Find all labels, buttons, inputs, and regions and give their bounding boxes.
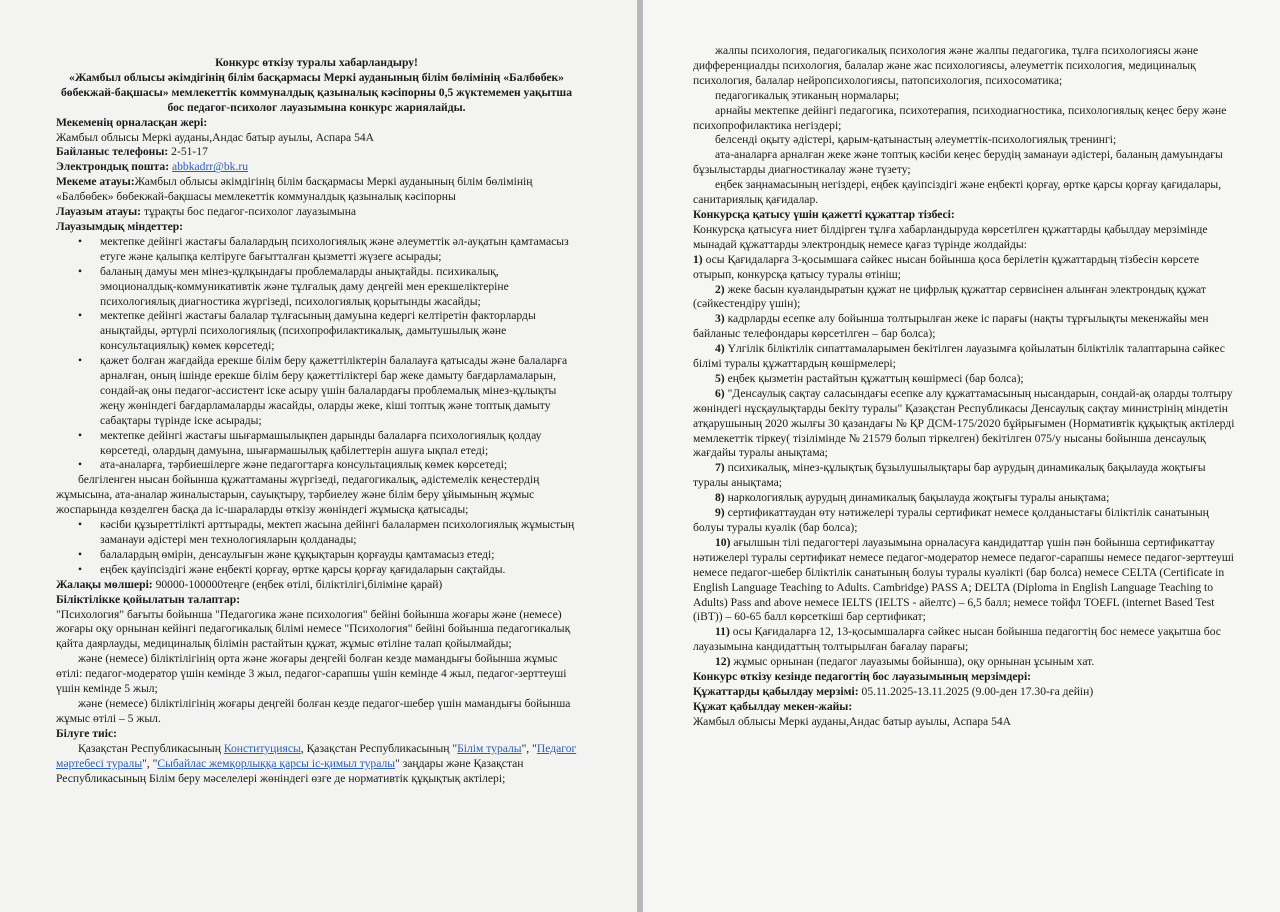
accept-line — [693, 685, 1240, 700]
list-item — [693, 342, 1240, 372]
item-text: жұмыс орнынан (педагог лауазымы бойынша), оқу орнынан ұсыным хат. — [730, 655, 1095, 669]
position-label: Лауазым атауы: — [56, 205, 142, 219]
knowledge-continued: жалпы психология, педагогикалық психология және жалпы педагогика, тұлға психологиясы және дифференциалды психология, балалар және жас психологиясы, әлеуметтік психология, медициналық психология, балалар нейропсихологиясы, патопсихология, психосоматика; — [693, 44, 1199, 87]
list-item: • қажет болған жағдайда ерекше білім беру қажеттіліктерін балалауға қатысады және балаларға арналған, оның ішінде ерекше білім беру қажеттіліктері бар жеке дамыту бағдарламаларын, сондай-ақ оны педагог-ассистент іске асыру үшін балалардағы проблемалық мінез-құлықты жеңу жөніндегі бағдарламаларды жасайды, оларды жеке, кіші топтық және топтық дамыту сабақтары түрінде іске асырады; — [100, 354, 577, 429]
list-item: • ата-аналарға, тәрбиешілерге және педагогтарға консультациялық көмек көрсетеді; — [100, 458, 577, 473]
education-law-link[interactable]: Білім туралы — [457, 741, 522, 755]
knowledge-continued: белсенді оқыту әдістері, қарым-қатынастың әлеуметтік-психологиялық тренингі; — [715, 133, 1117, 147]
item-text: осы Қағидаларға 3-қосымшаға сәйкес нысан бойынша қоса берілетін құжаттардың тізбесін көрсете отырып, конкурсқа қатысу туралы өтініш; — [693, 252, 1200, 281]
qualification-paragraph: "Психология" бағыты бойынша "Педагогика және психология" бейіні бойынша жоғары және (немесе) жоғары оқу орнынан кейінгі педагогикалық білімі немесе "Психология" бейіні бойынша педагогикалық қайта даярлауды, медициналық білімін растайтын құжат, жұмыс өтіліне талап қойылмайды; — [56, 607, 571, 651]
qualification-paragraph: және (немесе) біліктілігінің орта және жоғары деңгейі болған кезде мамандығы бойынша жұмыс өтілі: педагог-модератор үшін кемінде 3 жыл, педагог-сарапшы үшін кемінде 4 жыл, педагог-зерттеуші үшін кемінде 5 жыл; — [56, 652, 567, 696]
item-text: жеке басын куәландыратын құжат не цифрлық құжаттар сервисінен алынған электрондық құжат (сәйкестендіру үшін); — [693, 282, 1206, 311]
list-item: • кәсіби құзыреттілікті арттырады, мектеп жасына дейінгі балалармен психологиялық жұмыстың заманауи әдістері мен технологияларын қолданады; — [100, 518, 577, 548]
item-number: 2) — [715, 282, 725, 296]
list-item: • мектепке дейінгі жастағы балалар тұлғасының дамуына кедергі келтіретін факторларды анықтайды, әртүрлі психологиялық (психопрофилактикалық, дамытушылық және консультациялық) көмек көрсетеді; — [100, 309, 577, 354]
teacher-status-law-link[interactable]: Педагог мәртебесі туралы — [56, 741, 577, 770]
item-number: 9) — [715, 506, 725, 520]
item-text: Үлгілік біліктілік сипаттамаларымен бекітілген лауазымға қойылатын біліктілік талаптарына сәйкес білімі туралы құжаттардың көшірмелері; — [693, 342, 1225, 371]
list-item: • балалардың өмірін, денсаулығын және құқықтарын қорғауды қамтамасыз етеді; — [100, 548, 577, 563]
list-item — [693, 312, 1240, 342]
salary-label: Жалақы мөлшері: — [56, 577, 153, 591]
salary-line — [56, 578, 577, 593]
qualification-paragraph: және (немесе) біліктілігінің жоғары деңгейі болған кезде педагог-шебер үшін мамандығы бойынша жұмыс өтілі – 5 жыл. — [56, 696, 571, 725]
constitution-link[interactable]: Конституциясы — [223, 741, 301, 755]
salary-value: 90000-100000теңге (еңбек өтілі, біліктілігі,біліміне қарай) — [152, 577, 443, 591]
list-item — [693, 283, 1240, 313]
list-item — [693, 655, 1240, 670]
location-value: Жамбыл облысы Меркі ауданы,Андас батыр ауылы, Аспара 54А — [56, 130, 375, 144]
item-number: 4) — [715, 342, 725, 356]
item-number: 11) — [715, 625, 730, 639]
knowledge-text: Қазақстан Республикасының — [78, 741, 224, 755]
item-text: осы Қағидаларға 12, 13-қосымшаларға сәйкес нысан бойынша педагогтің бос немесе уақытша бос лауазымына кандидаттың толтырылған бағалау парағы; — [693, 625, 1221, 654]
terms-label: Конкурс өткізу кезінде педагогтің бос лауазымының мерзімдері: — [693, 670, 1032, 684]
left-page — [0, 0, 637, 912]
list-item: • еңбек қауіпсіздігі және еңбекті қорғау, өртке қарсы қорғау қағидаларын сақтайды. — [100, 563, 577, 578]
list-item: • мектепке дейінгі жастағы балалардың психологиялық және әлеуметтік әл-ауқатын қамтамасыз етуге және қалыпқа келтіруге бағытталған қызметті жүзеге асырады; — [100, 235, 577, 265]
org-value: Жамбыл облысы әкімдігінің білім басқармасы Меркі ауданының білім бөлімінің «Балбөбек» бөбекжай-бақшасы мемлекеттік коммуналдық қазыналық кәсіпорны — [56, 175, 533, 204]
item-text: кадрларды есепке алу бойынша толтырылған жеке іс парағы (нақты тұрғылықты мекенжайы мен байланыс телефондары көрсетілген – бар болса); — [693, 312, 1209, 341]
item-number: 8) — [715, 491, 725, 505]
qualification-label: Біліктілікке қойылатын талаптар: — [56, 592, 241, 606]
position-line — [56, 205, 577, 220]
item-text: психикалық, мінез-құлықтық бұзылушылықтары бар аурудың динамикалық бақылауда жоқтығы туралы анықтама; — [693, 461, 1206, 490]
phone-label: Байланыс телефоны: — [56, 145, 169, 159]
documents-label: Конкурсқа қатысу үшін қажетті құжаттар тізбесі: — [693, 207, 955, 221]
phone-value: 2-51-17 — [168, 145, 208, 159]
anticorruption-law-link[interactable]: Сыбайлас жемқорлыққа қарсы іс-қимыл туралы — [157, 756, 396, 770]
knowledge-continued: ата-аналарға арналған жеке және топтық кәсіби кеңес берудің заманауи әдістері, баланың дамуындағы бұзылыстарды диагностикалау және түзету; — [693, 148, 1223, 177]
email-label: Электрондық пошта: — [56, 160, 170, 174]
item-text: "Денсаулық сақтау саласындағы есепке алу құжаттамасының нысандарын, сондай-ақ оларды толтыру жөніндегі нұсқаулықтарды бекіту туралы" Қазақстан Республикасы Денсаулық сақтау министрінің міндетін атқарушының 2020 жылғы 30 қазандағы № ҚР ДСМ-175/2020 бұйрығымен (Нормативтік құқықтық актілерді мемлекеттік тіркеу( тізілімінде № 21579 болып тіркелген) бекітілген 075/у нысаны бойынша денсаулық жағдайы туралы анықтама; — [693, 386, 1235, 460]
item-number: 1) — [693, 252, 703, 266]
list-item — [693, 253, 1240, 283]
phone-line — [56, 145, 577, 160]
list-item — [693, 506, 1240, 536]
accept-label: Құжаттарды қабылдау мерзімі: — [693, 684, 859, 698]
email-link[interactable]: abbkadrr@bk.ru — [171, 160, 248, 174]
list-item: • баланың дамуы мен мінез-құлқындағы проблемаларды анықтайды. психикалық, эмоционалдық-коммуникативтік және тұлғалық даму деңгейі мен ерекшеліктеріне психологиялық диагностика жүргізеді, психологиялық қорытынды жасайды; — [100, 265, 577, 310]
duty-paragraph: белгіленген нысан бойынша құжаттаманы жүргізеді, педагогикалық, әдістемелік кеңестердің жұмысына, ата-аналар жиналыстарын, сауықтыру, тәрбиелеу және білім беру ұйымының жұмыс жоспарында көзделген басқа да іс-шараларды өткізу жөніндегі жұмысқа қатысады; — [56, 473, 540, 517]
duties-list-2 — [56, 518, 577, 578]
list-item — [693, 491, 1240, 506]
location-label: Мекеменің орналасқан жері: — [56, 115, 208, 129]
item-text: ағылшын тілі педагогтері лауазымына орналасуға кандидаттар үшін пән бойынша сертификаттау нәтижелері туралы сертификат немесе педагог-модератор немесе педагог-сарапшы немесе педагог-зерттеуші немесе педагог-шебер біліктілік санатының болуы туралы куәлікті (бар болса) немесе CELTA (Certificate in English Language Teaching to Adults. Cambridge) PASS A; DELTA (Diploma in English Language Teaching to Adults) Pass and above немесе IELTS (IELTS - айелтс) – 6,5 балл; немесе тойфл TOEFL (internet Based Test (iBT)) – 60-65 балл көрсеткіші бар сертификат; — [693, 535, 1234, 624]
item-number: 6) — [715, 386, 725, 400]
right-page — [643, 0, 1280, 912]
item-text: еңбек қызметін растайтын құжаттың көшірмесі (бар болса); — [724, 371, 1024, 385]
item-number: 3) — [715, 312, 725, 326]
email-line — [56, 160, 577, 175]
knowledge-continued: еңбек заңнамасының негіздері, еңбек қауіпсіздігі және еңбекті қорғау, өртке қарсы қорғау қағидалары, санитариялық қағидалар. — [693, 178, 1222, 207]
knowledge-text: " заңдары және Қазақстан Республикасының Білім беру мәселелері жөніндегі өзге де нормативтік құқықтық актілері; — [56, 756, 524, 785]
knowledge-label: Білуге тиіс: — [56, 726, 117, 740]
list-item: • мектепке дейінгі жастағы шығармашылықпен дарынды балаларға психологиялық қолдау көрсетеді, олардың дамуына, шығармашылық қабілеттерін ашуға ықпал етеді; — [100, 429, 577, 459]
item-number: 12) — [715, 655, 731, 669]
knowledge-paragraph — [56, 742, 577, 787]
org-label: Мекеме атауы: — [56, 175, 135, 189]
item-number: 10) — [715, 535, 731, 549]
list-item — [693, 461, 1240, 491]
knowledge-continued: арнайы мектепке дейінгі педагогика, психотерапия, психодиагностика, психологиялық кеңес беру және психопрофилактика негіздері; — [693, 103, 1227, 132]
announcement-title: Конкурс өткізу туралы хабарландыру! — [215, 56, 418, 69]
item-number: 7) — [715, 461, 725, 475]
address-label: Құжат қабылдау мекен-жайы: — [693, 699, 853, 713]
accept-value: 05.11.2025-13.11.2025 (9.00-ден 17.30-ға дейін) — [858, 684, 1094, 698]
item-text: наркологиялық аурудың динамикалық бақылауда жоқтығы туралы анықтама; — [724, 491, 1110, 505]
duties-label: Лауазымдық міндеттер: — [56, 219, 184, 233]
knowledge-text: ", " — [142, 756, 158, 770]
duties-list — [56, 235, 577, 474]
item-text: сертификаттаудан өту нәтижелері туралы сертификат немесе қолданыстағы біліктілік санатының болуы туралы куәлік (бар болса); — [693, 506, 1209, 534]
documents-intro: Конкурсқа қатысуға ниет білдірген тұлға хабарландыруда көрсетілген құжаттарды қабылдау мерзімінде мынадай құжаттарды электрондық немесе қағаз түрінде жолдайды: — [693, 222, 1208, 251]
knowledge-continued: педагогикалық этиканың нормалары; — [715, 88, 900, 102]
address-value: Жамбыл облысы Меркі ауданы,Андас батыр ауылы, Аспара 54А — [693, 714, 1012, 728]
position-value: тұрақты бос педагог-психолог лауазымына — [141, 205, 357, 219]
item-number: 5) — [715, 371, 725, 385]
knowledge-text: ", " — [521, 741, 537, 755]
org-line — [56, 175, 577, 205]
list-item — [693, 372, 1240, 387]
list-item — [693, 536, 1240, 625]
list-item — [693, 625, 1240, 655]
announcement-subtitle: «Жамбыл облысы әкімдігінің білім басқармасы Меркі ауданының білім бөлімінің «Балбөбек» бөбекжай-бақшасы» мемлекеттік коммуналдық қазыналық кәсіпорны 0,5 жүктемемен уақытша бос педагог-психолог лауазымына конкурс жариялайды. — [60, 70, 573, 114]
documents-list — [693, 253, 1240, 670]
list-item — [693, 387, 1240, 462]
knowledge-text: , Қазақстан Республикасының " — [300, 741, 458, 755]
